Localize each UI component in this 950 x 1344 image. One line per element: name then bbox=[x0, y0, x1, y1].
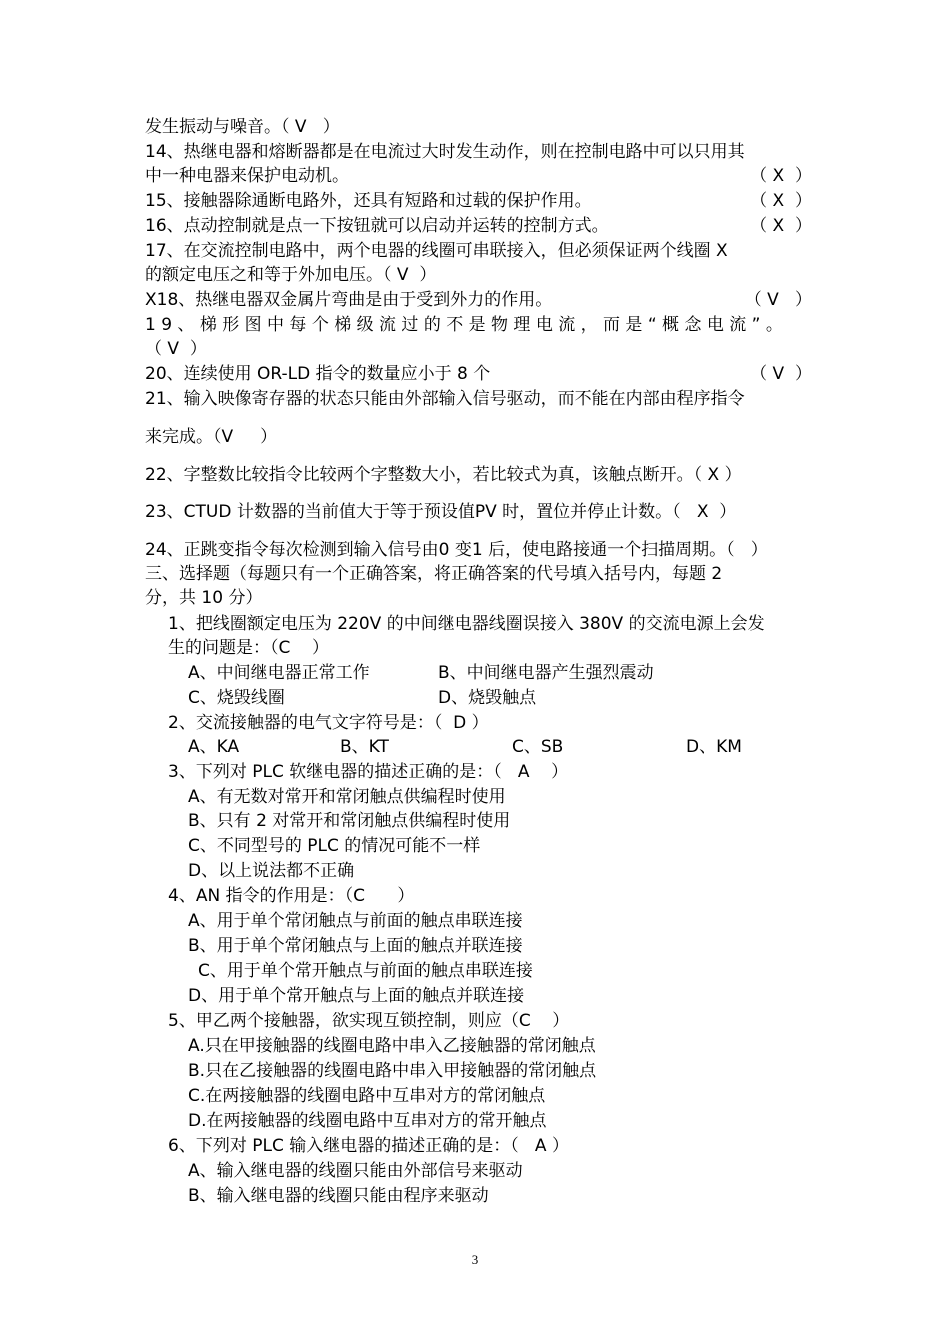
judgment-item-18: X18、热继电器双金属片弯曲是由于受到外力的作用。 bbox=[145, 290, 553, 310]
question-3-option-d: D、以上说法都不正确 bbox=[188, 861, 355, 881]
question-1: 1、把线圈额定电压为 220V 的中间继电器线圈误接入 380V 的交流电源上会发 bbox=[168, 614, 765, 634]
judgment-item-17: 17、在交流控制电路中，两个电器的线圈可串联接入，但必须保证两个线圈 X bbox=[145, 241, 728, 261]
judgment-item-23: 23、CTUD 计数器的当前值大于等于预设值PV 时，置位并停止计数。（ X ） bbox=[145, 502, 737, 522]
question-1-option-c: C、烧毁线圈 bbox=[188, 688, 285, 708]
question-3-option-c: C、不同型号的 PLC 的情况可能不一样 bbox=[188, 836, 481, 856]
section-heading: 三、选择题（每题只有一个正确答案，将正确答案的代号填入括号内，每题 2 bbox=[145, 564, 723, 584]
question-6-option-a: A、输入继电器的线圈只能由外部信号来驱动 bbox=[188, 1161, 523, 1181]
question-3-option-b: B、只有 2 对常开和常闭触点供编程时使用 bbox=[188, 811, 511, 831]
question-4-option-c: C、用于单个常开触点与前面的触点串联连接 bbox=[198, 961, 533, 981]
judgment-item-19: 19、梯形图中每个梯级流过的不是物理电流，而是“概念电流”。 bbox=[145, 315, 789, 335]
question-2-option-d: D、KM bbox=[686, 737, 742, 757]
question-2-option-b: B、KT bbox=[340, 737, 389, 757]
question-2-option-a: A、KA bbox=[188, 737, 240, 757]
judgment-item-17-continued: 的额定电压之和等于外加电压。（ V ） bbox=[145, 265, 437, 285]
judgment-item-21: 21、输入映像寄存器的状态只能由外部输入信号驱动，而不能在内部由程序指令 bbox=[145, 389, 745, 409]
question-2: 2、交流接触器的电气文字符号是：（ D ） bbox=[168, 713, 489, 733]
question-1-option-a: A、中间继电器正常工作 bbox=[188, 663, 370, 683]
question-2-option-c: C、SB bbox=[512, 737, 564, 757]
question-1-continued: 生的问题是：（C ） bbox=[168, 638, 329, 658]
judgment-item-24: 24、正跳变指令每次检测到输入信号由0 变1 后，使电路接通一个扫描周期。（ ） bbox=[145, 540, 768, 560]
judgment-item-14-answer: （ X ） bbox=[750, 166, 812, 186]
judgment-item-15: 15、接触器除通断电路外，还具有短路和过载的保护作用。 bbox=[145, 191, 592, 211]
question-6-option-b: B、输入继电器的线圈只能由程序来驱动 bbox=[188, 1186, 489, 1206]
judgment-item-22: 22、字整数比较指令比较两个字整数大小，若比较式为真，该触点断开。（ X ） bbox=[145, 465, 742, 485]
question-5-option-b: B.只在乙接触器的线圈电路中串入甲接触器的常闭触点 bbox=[188, 1061, 597, 1081]
judgment-item-21-continued: 来完成。（V ） bbox=[145, 427, 278, 447]
question-5-option-a: A.只在甲接触器的线圈电路中串入乙接触器的常闭触点 bbox=[188, 1036, 596, 1056]
judgment-item-16-answer: （ X ） bbox=[750, 216, 812, 236]
question-3: 3、下列对 PLC 软继电器的描述正确的是：（ A ） bbox=[168, 762, 569, 782]
judgment-item-20-answer: （ V ） bbox=[750, 364, 812, 384]
question-6: 6、下列对 PLC 输入继电器的描述正确的是：（ A ） bbox=[168, 1136, 569, 1156]
judgment-item-14: 14、热继电器和熔断器都是在电流过大时发生动作，则在控制电路中可以只用其 bbox=[145, 142, 745, 162]
question-4-option-b: B、用于单个常闭触点与上面的触点并联连接 bbox=[188, 936, 523, 956]
judgment-item-16: 16、点动控制就是点一下按钮就可以启动并运转的控制方式。 bbox=[145, 216, 609, 236]
judgment-item-20: 20、连续使用 OR-LD 指令的数量应小于 8 个 bbox=[145, 364, 491, 384]
question-4-option-a: A、用于单个常闭触点与前面的触点串联连接 bbox=[188, 911, 523, 931]
section-heading-continued: 分，共 10 分） bbox=[145, 588, 263, 608]
judgment-item-13-continued: 发生振动与噪音。（ V ） bbox=[145, 117, 340, 137]
judgment-item-18-answer: （ V ） bbox=[744, 290, 812, 310]
judgment-item-19-answer: （ V ） bbox=[145, 339, 207, 359]
judgment-item-15-answer: （ X ） bbox=[750, 191, 812, 211]
question-1-option-d: D、烧毁触点 bbox=[438, 688, 537, 708]
question-5-option-c: C.在两接触器的线圈电路中互串对方的常闭触点 bbox=[188, 1086, 546, 1106]
question-3-option-a: A、有无数对常开和常闭触点供编程时使用 bbox=[188, 787, 506, 807]
question-4-option-d: D、用于单个常开触点与上面的触点并联连接 bbox=[188, 986, 525, 1006]
question-5-option-d: D.在两接触器的线圈电路中互串对方的常开触点 bbox=[188, 1111, 547, 1131]
question-4: 4、AN 指令的作用是：（C ） bbox=[168, 886, 415, 906]
page-number: 3 bbox=[471, 1252, 479, 1267]
question-1-option-b: B、中间继电器产生强烈震动 bbox=[438, 663, 654, 683]
judgment-item-14-continued: 中一种电器来保护电动机。 bbox=[145, 166, 349, 186]
question-5: 5、甲乙两个接触器，欲实现互锁控制，则应（C ） bbox=[168, 1011, 570, 1031]
